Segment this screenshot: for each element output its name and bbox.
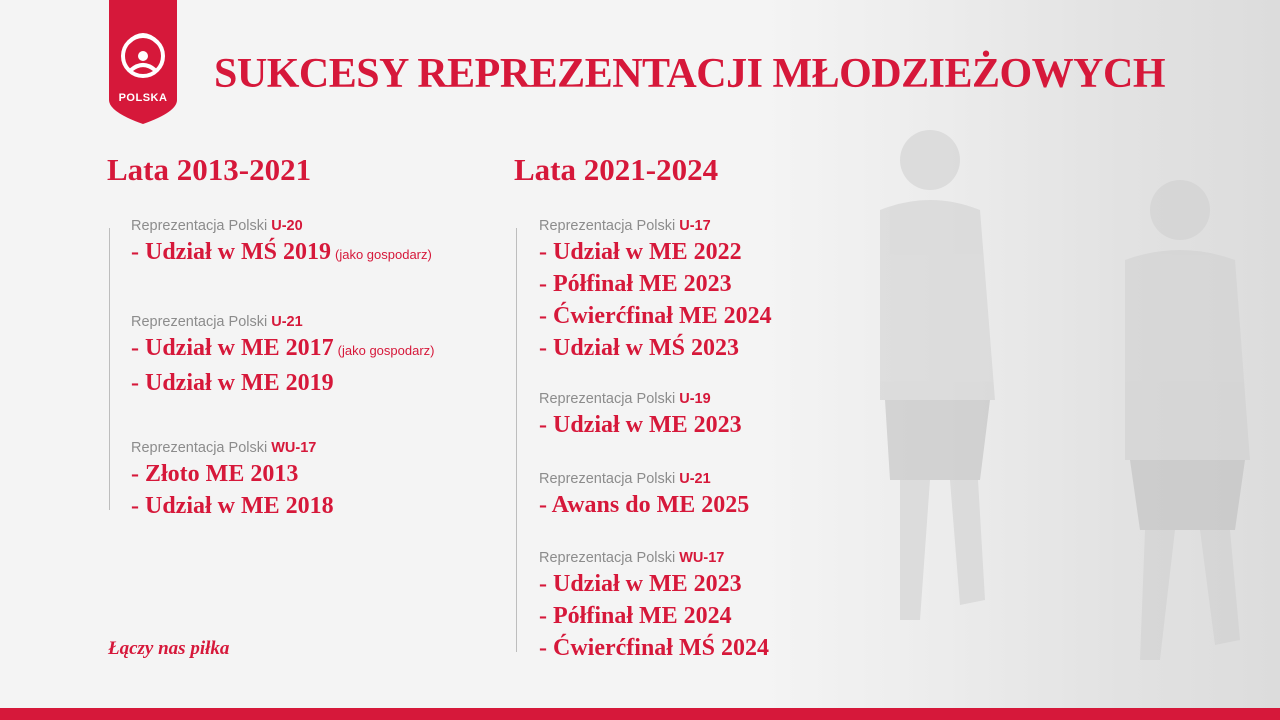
team-badge: U-21 bbox=[679, 471, 711, 487]
group-label: Reprezentacja Polski U-21 bbox=[131, 314, 303, 330]
achievement-item: - Udział w ME 2023 bbox=[539, 571, 742, 597]
achievement-item: - Półfinał ME 2024 bbox=[539, 603, 732, 629]
achievement-item: - Udział w ME 2017 (jako gospodarz) bbox=[131, 335, 435, 361]
achievement-item: - Półfinał ME 2023 bbox=[539, 271, 732, 297]
team-badge: U-17 bbox=[679, 218, 711, 234]
host-note: (jako gospodarz) bbox=[335, 247, 432, 262]
group-label: Reprezentacja Polski U-21 bbox=[539, 471, 711, 487]
logo-text: POLSKA bbox=[118, 92, 168, 104]
team-badge: WU-17 bbox=[679, 550, 725, 566]
players-photo bbox=[860, 100, 1280, 680]
achievement-item: - Awans do ME 2025 bbox=[539, 492, 750, 518]
divider-line bbox=[516, 228, 517, 652]
team-badge: U-20 bbox=[271, 218, 303, 234]
group-wu17 bbox=[131, 438, 334, 522]
page-title: SUKCESY REPREZENTACJI MŁODZIEŻOWYCH bbox=[214, 51, 1165, 97]
pzpn-logo bbox=[107, 0, 179, 124]
team-badge: U-21 bbox=[271, 314, 303, 330]
column-heading-2021-2024: Lata 2021-2024 bbox=[514, 152, 719, 187]
achievement-item: - Złoto ME 2013 bbox=[131, 461, 299, 487]
group-u21 bbox=[539, 469, 749, 521]
group-u19 bbox=[539, 389, 742, 441]
bottom-accent-bar bbox=[0, 708, 1280, 720]
group-label: Reprezentacja Polski WU-17 bbox=[131, 440, 317, 456]
achievement-item: - Ćwierćfinał MŚ 2024 bbox=[539, 635, 769, 661]
divider-line bbox=[109, 228, 110, 510]
team-badge: U-19 bbox=[679, 391, 711, 407]
achievement-item: - Udział w ME 2019 bbox=[131, 370, 334, 396]
achievement-item: - Ćwierćfinał ME 2024 bbox=[539, 303, 772, 329]
group-label: Reprezentacja Polski WU-17 bbox=[539, 550, 725, 566]
group-label: Reprezentacja Polski U-19 bbox=[539, 391, 711, 407]
achievement-item: - Udział w ME 2018 bbox=[131, 493, 334, 519]
group-wu17 bbox=[539, 548, 769, 664]
host-note: (jako gospodarz) bbox=[337, 343, 435, 358]
group-u20 bbox=[131, 216, 432, 271]
group-u21 bbox=[131, 312, 434, 399]
column-heading-2013-2021: Lata 2013-2021 bbox=[107, 152, 312, 187]
group-label: Reprezentacja Polski U-20 bbox=[131, 218, 303, 234]
achievement-item: - Udział w ME 2022 bbox=[539, 239, 742, 265]
achievement-item: - Udział w MŚ 2019 (jako gospodarz) bbox=[131, 239, 432, 265]
achievement-item: - Udział w MŚ 2023 bbox=[539, 335, 739, 361]
team-badge: WU-17 bbox=[271, 440, 317, 456]
group-u17 bbox=[539, 216, 772, 364]
slogan: Łączy nas piłka bbox=[108, 638, 230, 659]
group-label: Reprezentacja Polski U-17 bbox=[539, 218, 711, 234]
achievement-item: - Udział w ME 2023 bbox=[539, 412, 742, 438]
